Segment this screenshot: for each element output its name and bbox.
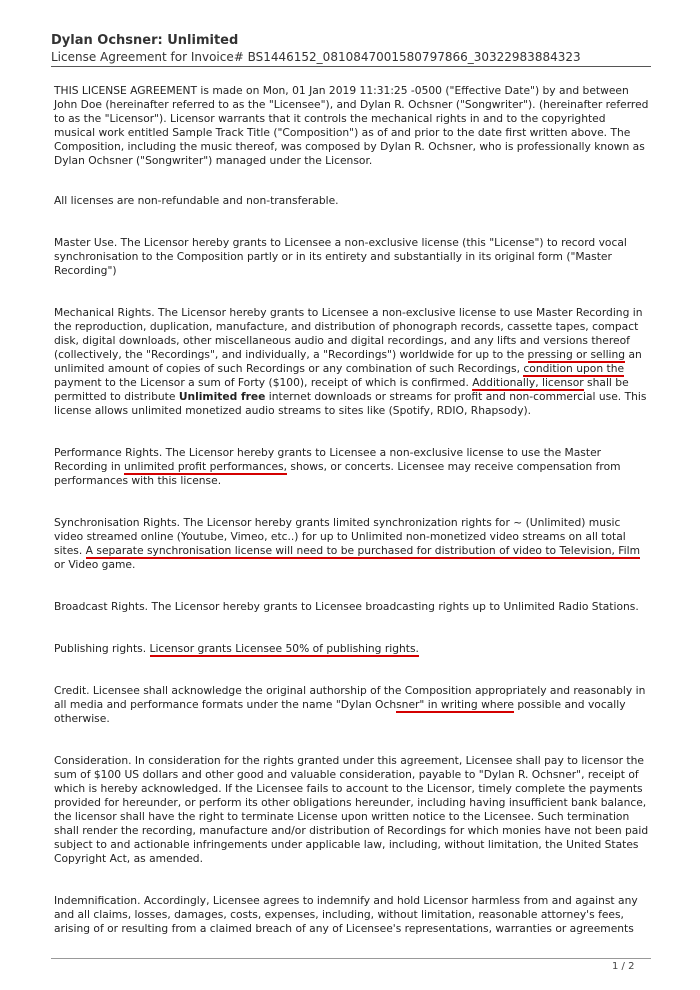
mechanical-rights-paragraph xyxy=(54,306,650,418)
performance-text: Performance Rights. The Licensor hereby grants to Licensee a non-exclusive license to use the Master Recording in xyxy=(54,446,602,473)
consideration-paragraph: Consideration. In consideration for the rights granted under this agreement, Licensee shall pay to licensor the sum of $100 US dollars and other good and valuable consideration, payable to "Dylan R. Ochsner", receipt of which is hereby acknowledged. If the Licensee fails to account to the Licensor, timely complete the payments provided for hereunder, or perform its other obligations hereunder, including having insufficient bank balance, the licensor shall have the right to terminate License upon written notice to the Licensee. Such termination shall render the recording, manufacture and/or distribution of Recordings for which monies have not been paid subject to and actionable infringements under applicable law, including, without limitation, the United States Copyright Act, as amended. xyxy=(54,754,649,865)
mechanical-text: payment to the Licensor a sum of Forty ($100), receipt of which is confirmed. xyxy=(54,376,473,389)
credit-text: possible and vocally otherwise. xyxy=(54,698,626,725)
mechanical-text: internet downloads or streams for profit and non-commercial use. This license allows unlimited monetized audio streams to sites like (Spotify, RDIO, Rhapsody). xyxy=(54,390,647,417)
highlight-condition-upon: condition upon the xyxy=(523,362,625,375)
sync-text: Synchronisation Rights. The Licensor hereby grants limited synchronization rights for ~ (Unlimited) music video streamed online (Youtube, Vimeo, etc..) for up to Unlimited non-monetized video streams on all total sites. xyxy=(54,516,626,557)
performance-rights-paragraph xyxy=(54,446,650,488)
document-subtitle: License Agreement for Invoice# BS1446152_0810847001580797866_30322983884323 xyxy=(51,50,581,64)
synchronisation-rights-paragraph xyxy=(54,516,650,572)
highlight-publishing-rights: Licensor grants Licensee 50% of publishing rights. xyxy=(149,642,419,655)
broadcast-rights-paragraph: Broadcast Rights. The Licensor hereby grants to Licensee broadcasting rights up to Unlimited Radio Stations. xyxy=(54,600,639,613)
agreement-body xyxy=(54,84,650,964)
performance-text: shows, or concerts. Licensee may receive compensation from performances with this license. xyxy=(54,460,621,487)
document-header xyxy=(51,33,651,65)
intro-paragraph: THIS LICENSE AGREEMENT is made on Mon, 01 Jan 2019 11:31:25 -0500 ("Effective Date") by and between John Doe (hereinafter referred to as the "Licensee"), and Dylan R. Ochsner ("Songwriter"). (hereinafter referred to as the "Licensor"). Licensor warrants that it controls the mechanical rights in and to the copyrighted musical work entitled Sample Track Title ("Composition") as of and prior to the date first written above. The Composition, including the music thereof, was composed by Dylan R. Ochsner, who is professionally known as Dylan Ochsner ("Songwriter") managed under the Licensor. xyxy=(54,84,649,167)
footer-divider xyxy=(51,958,651,959)
mechanical-text: an unlimited amount of copies of such Recordings or any combination of such Recordings, xyxy=(54,348,642,375)
header-divider xyxy=(51,66,651,67)
highlight-pressing-or-selling: pressing or selling xyxy=(527,348,626,361)
highlight-separate-sync-license: A separate synchronisation license will need to be purchased for distribution of video to Television, Film xyxy=(85,544,640,557)
document-title: Dylan Ochsner: Unlimited xyxy=(51,33,239,48)
mechanical-text: shall be permitted to distribute xyxy=(54,376,629,403)
mechanical-text: Mechanical Rights. The Licensor hereby grants to Licensee a non-exclusive license to use Master Recording in the reproduction, duplication, manufacture, and distribution of phonograph records, cassette tapes, compact disk, digital downloads, other miscellaneous audio and digital recordings, and any lifts and versions thereof (collectively, the "Recordings", and individually, a "Recordings") worldwide for up to the xyxy=(54,306,643,361)
sync-text: or Video game. xyxy=(54,558,136,571)
credit-text: Credit. Licensee shall acknowledge the original authorship of the Composition appropriately and reasonably in all media and performance formats under the name "Dylan Och xyxy=(54,684,646,711)
credit-paragraph xyxy=(54,684,650,726)
master-use-paragraph: Master Use. The Licensor hereby grants to Licensee a non-exclusive license (this "License") to record vocal synchronisation to the Composition partly or in its entirety and substantially in its original form ("Master Recording") xyxy=(54,236,627,277)
highlight-unlimited-profit: unlimited profit performances, xyxy=(124,460,288,473)
highlight-in-writing: sner" in writing where xyxy=(396,698,514,711)
indemnification-paragraph: Indemnification. Accordingly, Licensee agrees to indemnify and hold Licensor harmless from and against any and all claims, losses, damages, costs, expenses, including, without limitation, reasonable attorney's fees, arising of or resulting from a claimed breach of any of Licensee's representations, warranties or agreements xyxy=(54,894,638,935)
publishing-text: Publishing rights. xyxy=(54,642,150,655)
page-number: 1 / 2 xyxy=(612,961,635,972)
publishing-rights-paragraph xyxy=(54,642,650,656)
nonrefundable-paragraph: All licenses are non-refundable and non-transferable. xyxy=(54,194,339,207)
unlimited-free-bold: Unlimited free xyxy=(178,390,266,403)
highlight-additionally-licensor: Additionally, licensor xyxy=(472,376,584,389)
